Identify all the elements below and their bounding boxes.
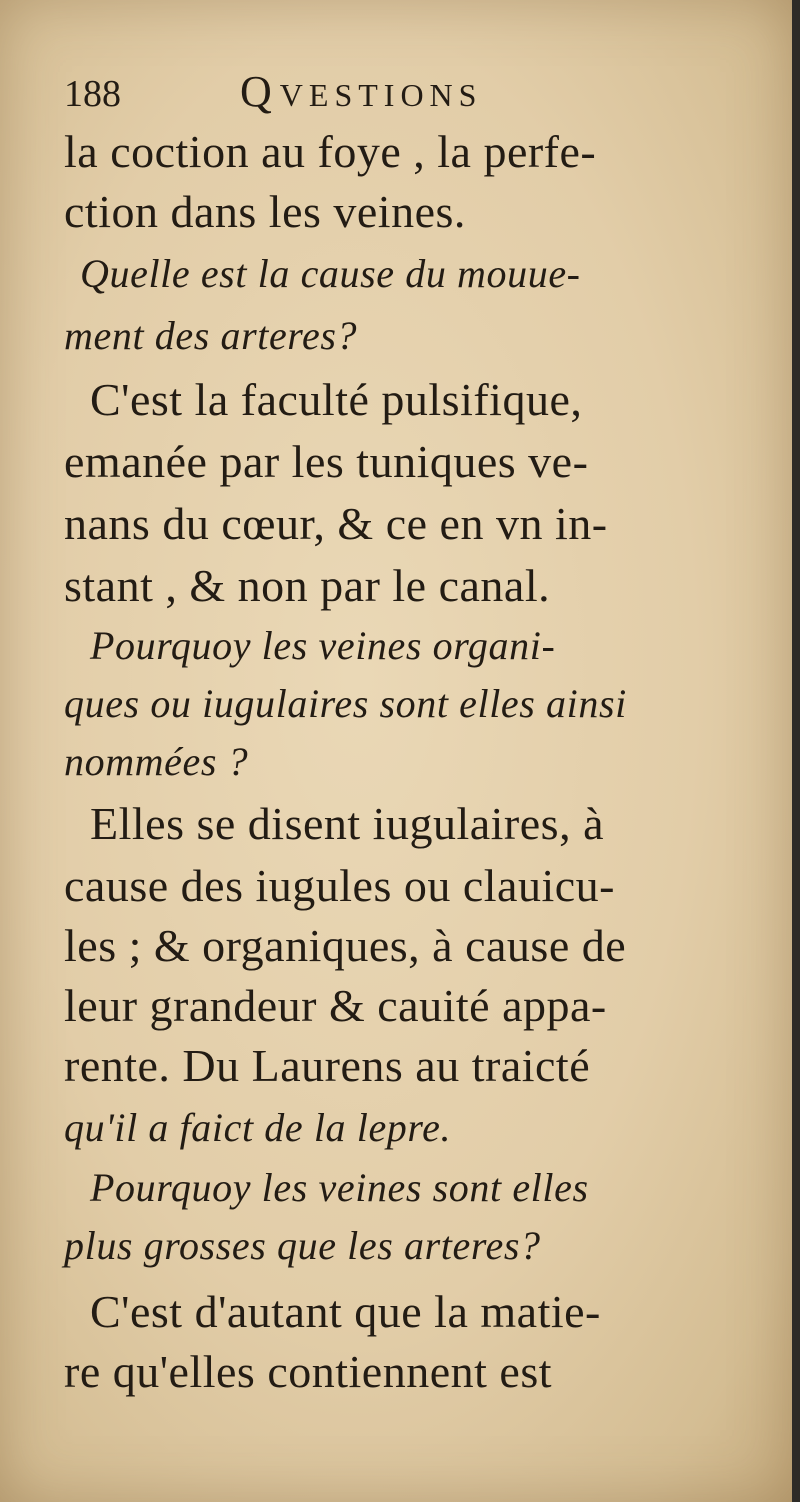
page-number: 188 bbox=[64, 73, 121, 115]
text-line: emanée par les tuniques ve- bbox=[64, 436, 589, 487]
text-line: ction dans les veines. bbox=[64, 186, 466, 237]
text-line: cause des iugules ou clauicu- bbox=[64, 860, 615, 911]
running-head-rest: VESTIONS bbox=[279, 77, 483, 113]
text-line: qu'il a faict de la lepre. bbox=[64, 1105, 452, 1150]
text-line: nans du cœur, & ce en vn in- bbox=[64, 498, 608, 549]
question-line: ques ou iugulaires sont elles ainsi bbox=[64, 681, 627, 726]
text-line: les ; & organiques, à cause de bbox=[64, 920, 627, 971]
page-header bbox=[64, 66, 664, 126]
text-line: stant , & non par le canal. bbox=[64, 560, 551, 611]
text-line: C'est la faculté pulsifique, bbox=[90, 374, 583, 425]
question-line: nommées ? bbox=[64, 739, 249, 784]
question-line: plus grosses que les arteres? bbox=[64, 1223, 541, 1268]
question-line: Pourquoy les veines organi- bbox=[90, 623, 556, 668]
text-line: rente. Du Laurens au traicté bbox=[64, 1040, 591, 1091]
running-head bbox=[240, 66, 482, 117]
page-edge bbox=[792, 0, 800, 1502]
running-head-initial: Q bbox=[240, 67, 280, 116]
question-line: Pourquoy les veines sont elles bbox=[90, 1165, 589, 1210]
question-line: ment des arteres? bbox=[64, 313, 358, 358]
text-line: leur grandeur & cauité appa- bbox=[64, 980, 607, 1031]
question-line: Quelle est la cause du mouue- bbox=[80, 251, 581, 296]
text-line: la coction au foye , la perfe- bbox=[64, 126, 597, 177]
text-line: Elles se disent iugulaires, à bbox=[90, 798, 604, 849]
text-line: re qu'elles contiennent est bbox=[64, 1346, 553, 1397]
text-line: C'est d'autant que la matie- bbox=[90, 1286, 601, 1337]
